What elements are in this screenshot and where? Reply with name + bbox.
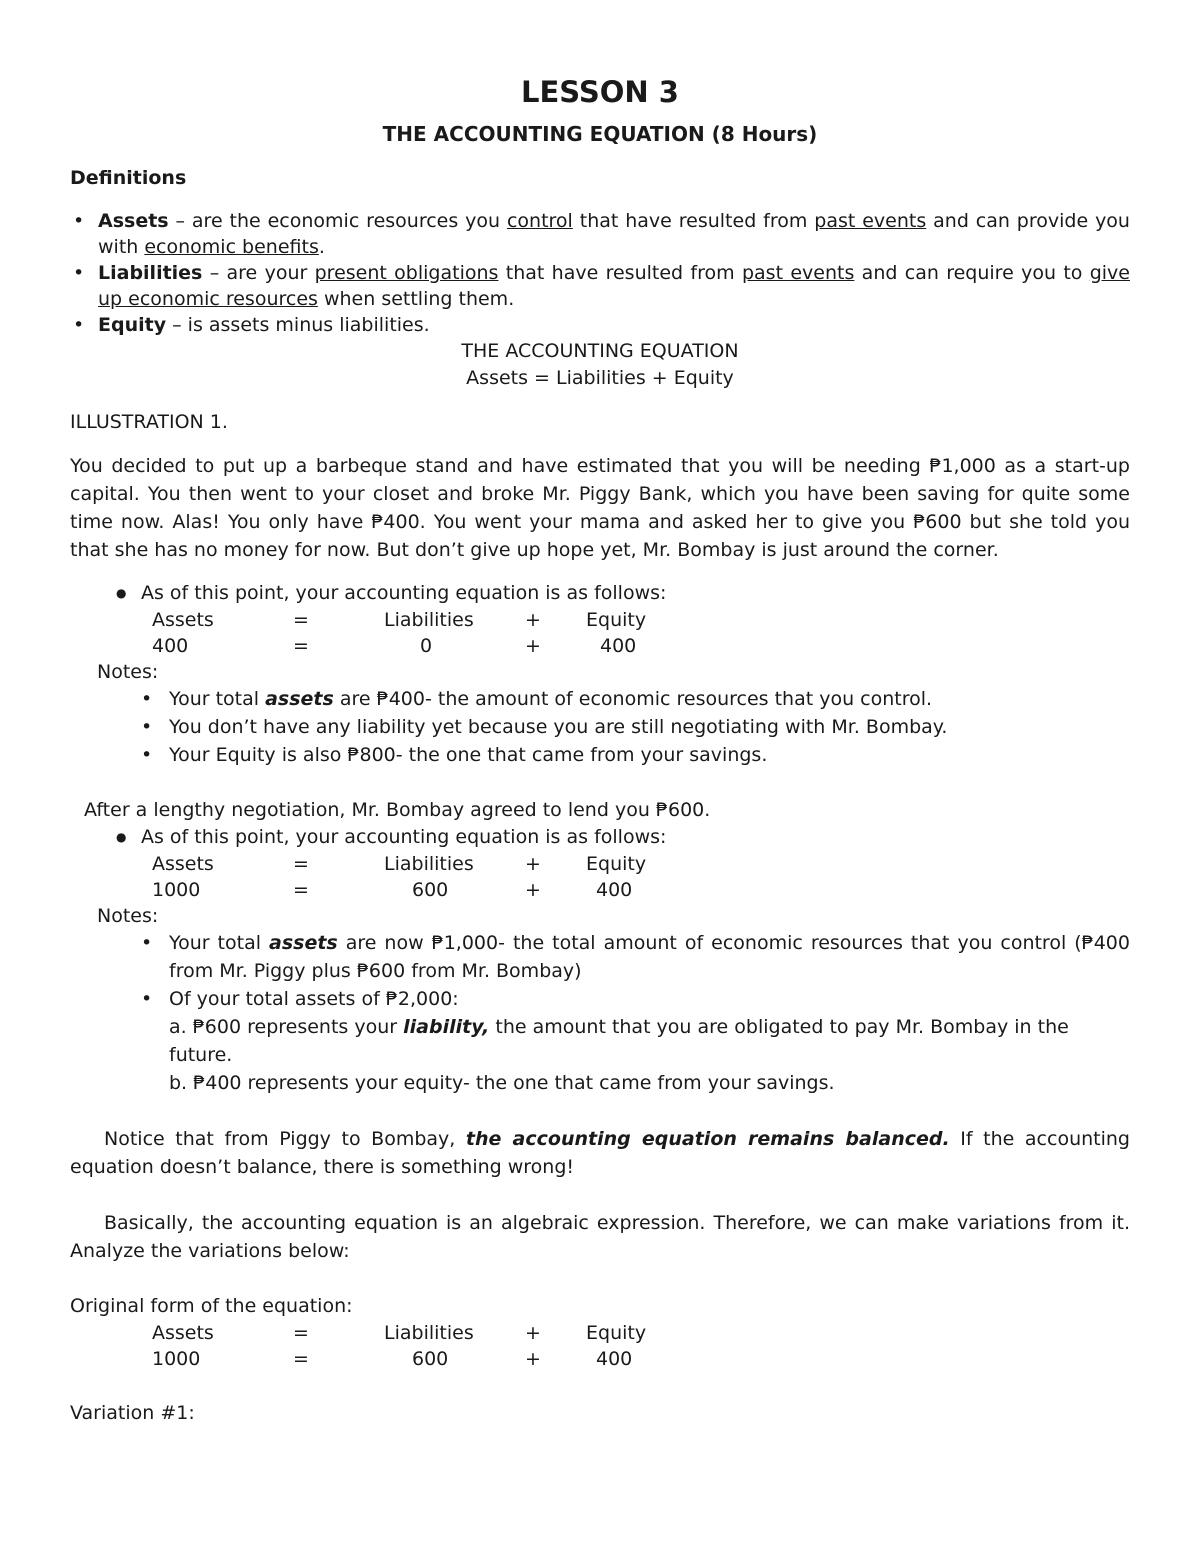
eq-cell: + [525,1322,541,1344]
basically-paragraph: Basically, the accounting equation is an algebraic expression. Therefore, we can make variations from it. Analyze the variations below: [70,1212,1130,1262]
eq-cell: Assets [152,853,214,875]
def-text: that have resulted from [498,262,742,284]
definitions-heading: Definitions [70,167,187,189]
definition-equity [98,312,1130,338]
notes-label-1: Notes: [97,661,159,683]
definition-liabilities [98,260,1130,312]
equation-heading: THE ACCOUNTING EQUATION [461,340,739,362]
note-text: a. ₱600 represents your [169,1016,404,1038]
eq-cell: Assets [152,609,214,631]
def-text: – are your [202,262,315,284]
eq-cell: + [525,635,541,657]
illustration-paragraph: You decided to put up a barbeque stand and have estimated that you will be needing ₱1,000 as a start-up capital. You then went to your closet and broke Mr. Piggy Bank, which you have been saving for quite some time now. Alas! You only have ₱400. You went your mama and asked her to give you ₱600 but she told you that she has no money for now. But don’t give up hope yet, Mr. Bombay is just around the corner. [70,455,1130,561]
def-text: – is assets minus liabilities. [166,314,430,336]
variation-label: Variation #1: [70,1402,195,1424]
note-item: • Your Equity is also ₱800- the one that came from your savings. [169,741,1130,769]
eq-cell: = [293,1322,309,1344]
def-text: and can provide you with [98,210,1130,258]
sub-note-a [70,1013,1130,1069]
notes-list-2 [70,929,1130,1013]
eq-cell: = [293,1348,309,1370]
eq-cell: 600 [412,1348,449,1370]
definitions-list [70,208,1130,338]
def-text: when settling them. [317,288,515,310]
original-form-label: Original form of the equation: [70,1295,353,1317]
para-emphasis: the accounting equation remains balanced. [465,1128,950,1150]
term-liabilities: Liabilities [98,262,203,284]
eq-cell: 400 [600,635,637,657]
eq-cell: + [525,853,541,875]
equation-table-1-header [70,607,1130,633]
after-negotiation: After a lengthy negotiation, Mr. Bombay agreed to lend you ₱600. [84,799,711,821]
eq-cell: 600 [412,879,449,901]
eq-cell: 400 [152,635,189,657]
eq-cell: = [293,635,309,657]
note-text: are ₱400- the amount of economic resources that you control. [333,688,933,710]
lesson-subtitle: THE ACCOUNTING EQUATION (8 Hours) [382,122,818,146]
illustration-heading: ILLUSTRATION 1. [70,411,228,433]
as-of-point-2: ● As of this point, your accounting equation is as follows: [70,824,1130,851]
note-item [169,685,1130,713]
lesson-title: LESSON 3 [521,75,679,109]
term-assets: Assets [98,210,169,232]
eq-cell: + [525,879,541,901]
equation-table-3-values [70,1346,1130,1372]
eq-cell: = [293,853,309,875]
eq-cell: Assets [152,1322,214,1344]
eq-cell: 1000 [152,879,201,901]
sub-note-b: b. ₱400 represents your equity- the one that came from your savings. [169,1072,835,1094]
def-text: – are the economic resources you [168,210,507,232]
note-item: • Of your total assets of ₱2,000: [169,985,1130,1013]
notes-list-1 [70,685,1130,769]
note-emphasis: assets [269,932,338,954]
eq-cell: Equity [586,1322,647,1344]
eq-cell: + [525,609,541,631]
eq-cell: 0 [420,635,433,657]
underlined-term: economic benefits [144,236,319,258]
def-text: and can require you to [854,262,1090,284]
eq-cell: Liabilities [384,853,474,875]
def-text: that have resulted from [572,210,815,232]
eq-cell: 400 [596,1348,633,1370]
equation-table-2-values [70,877,1130,903]
term-equity: Equity [98,314,167,336]
eq-cell: Liabilities [384,1322,474,1344]
eq-cell: = [293,609,309,631]
para-text: If the accounting equation doesn’t balance, there is something wrong! [70,1128,1130,1178]
note-text: Your total [169,688,266,710]
eq-cell: Equity [586,609,647,631]
as-of-point-1: ● As of this point, your accounting equation is as follows: [70,580,1130,607]
eq-cell: Liabilities [384,609,474,631]
definition-assets [98,208,1130,260]
note-item: • You don’t have any liability yet because you are still negotiating with Mr. Bombay. [169,713,1130,741]
note-item [169,929,1130,985]
spacer [70,1372,1130,1400]
equation-table-3-header [70,1320,1130,1346]
spacer [70,1265,1130,1293]
spacer [70,1097,1130,1125]
note-emphasis: liability, [403,1016,490,1038]
eq-cell: Equity [586,853,647,875]
note-text: are now ₱1,000- the total amount of economic resources that you control (₱400 from Mr. Piggy plus ₱600 from Mr. Bombay) [169,932,1130,982]
equation-text: Assets = Liabilities + Equity [466,367,734,389]
eq-cell: 400 [596,879,633,901]
spacer [70,1181,1130,1209]
underlined-term: past events [741,262,855,284]
notes-label-2: Notes: [97,905,159,927]
equation-table-1-values [70,633,1130,659]
note-text: the amount that you are obligated to pay Mr. Bombay in the future. [169,1016,1069,1066]
para-text: Notice that from Piggy to Bombay, [104,1128,466,1150]
underlined-term: past events [814,210,927,232]
note-text: Your total [169,932,269,954]
eq-cell: + [525,1348,541,1370]
eq-cell: 1000 [152,1348,201,1370]
equation-table-2-header [70,851,1130,877]
underlined-term: present obligations [314,262,499,284]
eq-cell: = [293,879,309,901]
notice-paragraph [70,1125,1130,1181]
underlined-term: control [506,210,573,232]
underlined-term: give up economic resources [98,262,1130,310]
def-text: . [318,236,325,258]
note-emphasis: assets [265,688,334,710]
